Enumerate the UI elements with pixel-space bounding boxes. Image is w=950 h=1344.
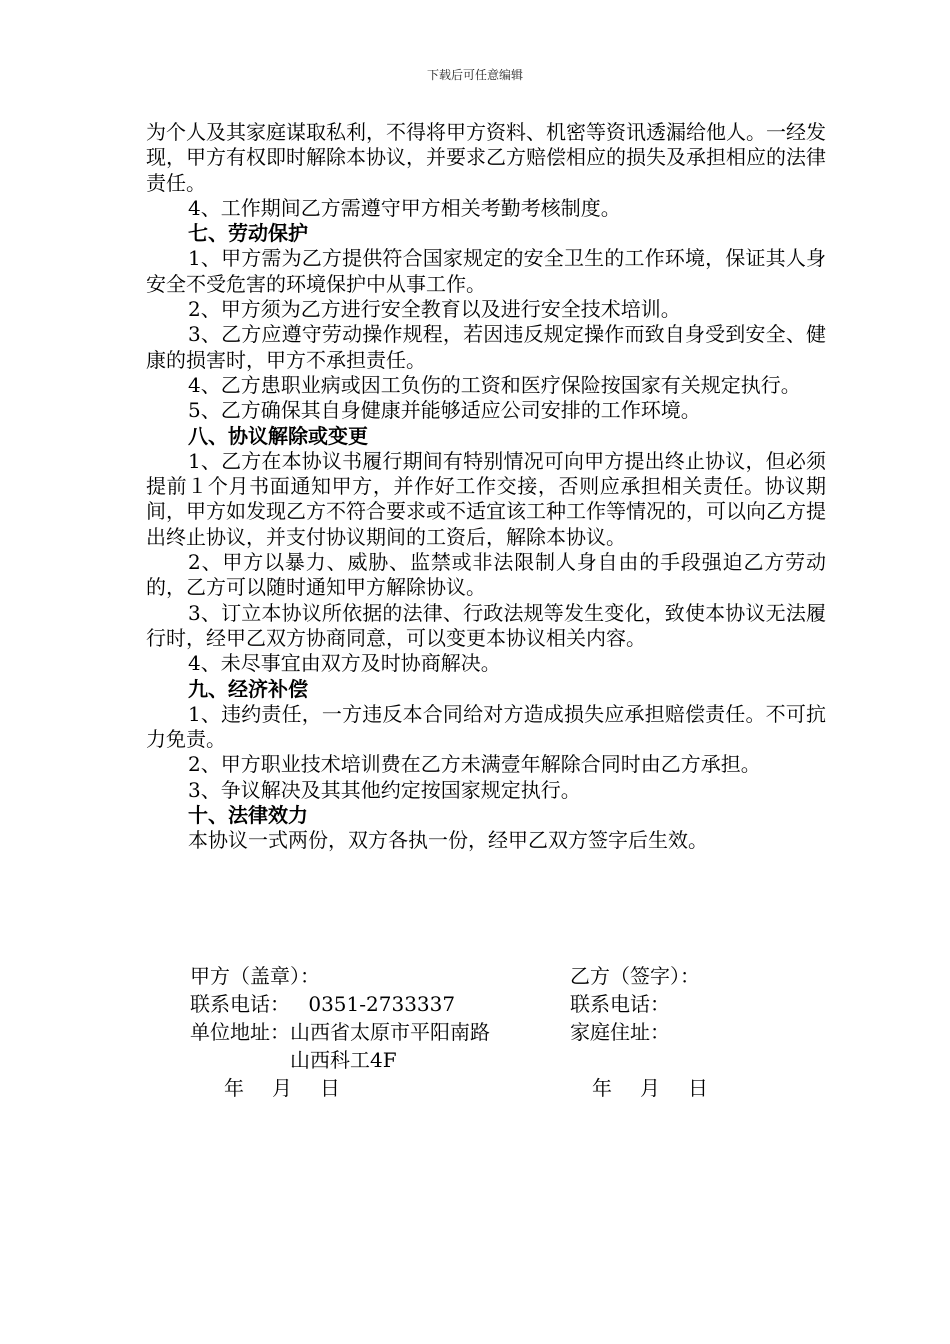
date-year: 年 — [592, 1076, 612, 1100]
paragraph-text: 1、甲方需为乙方提供符合国家规定的安全卫生的工作环境，保证其人身安全不受危害的环境保护中从事工作。 — [146, 246, 826, 296]
paragraph-text: 本协议一式两份，双方各执一份，经甲乙双方签字后生效。 — [188, 828, 708, 853]
party-b-date — [570, 1074, 830, 1102]
section-heading: 七、劳动保护 — [188, 221, 308, 246]
date-day: 日 — [688, 1076, 708, 1100]
party-a-title: 甲方（盖章）： — [190, 964, 320, 988]
paragraph-text: 2、甲方以暴力、威胁、监禁或非法限制人身自由的手段强迫乙方劳动的，乙方可以随时通知甲方解除协议。 — [146, 550, 826, 600]
paragraph-text: 4、乙方患职业病或因工负伤的工资和医疗保险按国家有关规定执行。 — [188, 372, 801, 397]
party-b-block — [570, 962, 830, 1102]
party-b-address-label: 家庭住址： — [570, 1020, 670, 1044]
paragraph-text: 4、未尽事宜由双方及时协商解决。 — [188, 651, 501, 676]
paragraph-text: 3、争议解决及其其他约定按国家规定执行。 — [188, 777, 581, 802]
party-b-phone-label: 联系电话： — [570, 992, 670, 1016]
party-a-block — [190, 962, 550, 1102]
paragraph-text: 3、订立本协议所依据的法律、行政法规等发生变化，致使本协议无法履行时，经甲乙双方协商同意，可以变更本协议相关内容。 — [146, 600, 826, 650]
section-heading: 九、经济补偿 — [188, 676, 308, 701]
party-a-address-label: 单位地址： — [190, 1020, 290, 1044]
paragraph-text: 5、乙方确保其自身健康并能够适应公司安排的工作环境。 — [188, 398, 701, 423]
paragraph-text: 1、违约责任，一方违反本合同给对方造成损失应承担赔偿责任。不可抗力免责。 — [146, 701, 826, 752]
document-body — [146, 120, 826, 854]
party-b-title: 乙方（签字）： — [570, 964, 700, 988]
section-heading: 十、法律效力 — [188, 803, 308, 828]
date-year: 年 — [224, 1076, 244, 1100]
party-a-address — [190, 1018, 550, 1074]
party-a-phone-label: 联系电话： — [190, 992, 290, 1016]
party-a-phone-value: 0351-2733337 — [308, 992, 456, 1016]
date-month: 月 — [272, 1076, 292, 1100]
date-day: 日 — [320, 1076, 340, 1100]
paragraph-text: 2、甲方职业技术培训费在乙方未满壹年解除合同时由乙方承担。 — [188, 752, 761, 777]
section-heading: 八、协议解除或变更 — [188, 423, 368, 448]
paragraph-text: 1、乙方在本协议书履行期间有特别情况可向甲方提出终止协议，但必须提前１个月书面通知甲方，并作好工作交接，否则应承担相关责任。协议期间，甲方如发现乙方不符合要求或不适宜该工种工作等情况的，可以向乙方提出终止协议，并支付协议期间的工资后，解除本协议。 — [146, 448, 826, 549]
party-a-date — [190, 1074, 550, 1102]
date-month: 月 — [640, 1076, 660, 1100]
party-a-address-value: 山西省太原市平阳南路山西科工4F — [290, 1020, 490, 1072]
paragraph-text: 4、工作期间乙方需遵守甲方相关考勤考核制度。 — [188, 195, 621, 220]
paragraph-text: 为个人及其家庭谋取私利，不得将甲方资料、机密等资讯透漏给他人。一经发现，甲方有权即时解除本协议，并要求乙方赔偿相应的损失及承担相应的法律责任。 — [146, 120, 826, 195]
page-header: 下载后可任意编辑 — [426, 68, 523, 82]
paragraph-text: 3、乙方应遵守劳动操作规程，若因违反规定操作而致自身受到安全、健康的损害时，甲方不承担责任。 — [146, 322, 826, 372]
paragraph-text: 2、甲方须为乙方进行安全教育以及进行安全技术培训。 — [188, 297, 681, 322]
party-a-phone — [190, 990, 550, 1018]
